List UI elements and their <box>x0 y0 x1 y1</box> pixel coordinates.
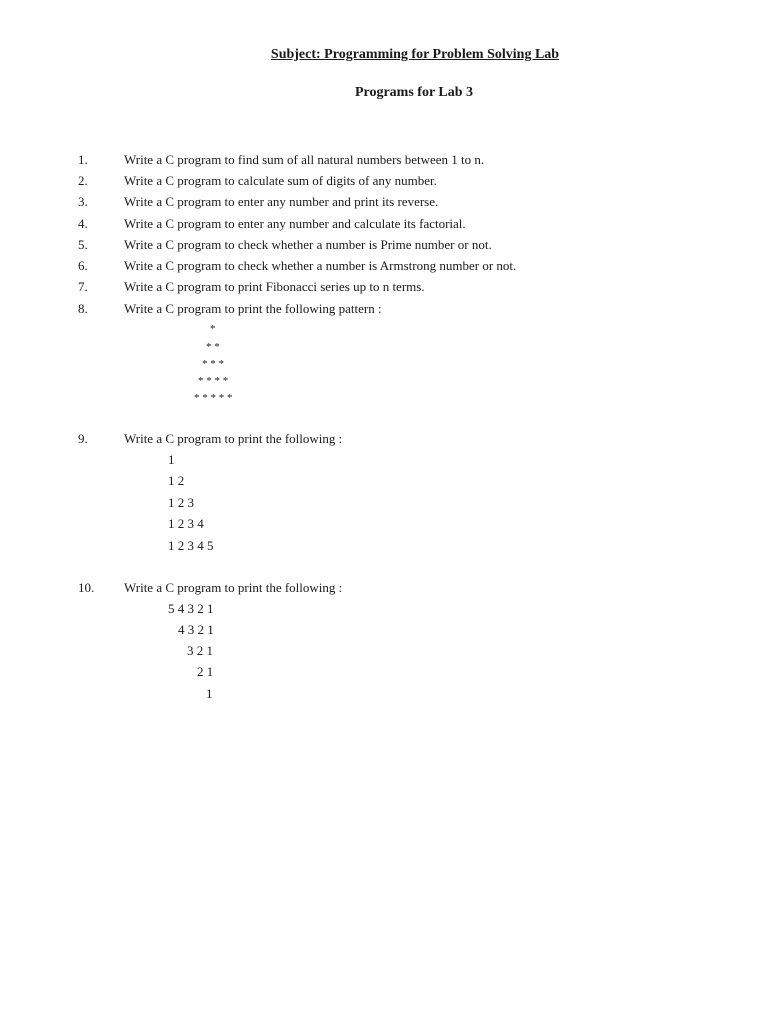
descending-pattern-line: 4 3 2 1 <box>178 622 214 637</box>
question-3-text: Write a C program to enter any number and print its reverse. <box>124 194 439 209</box>
ascending-pattern-line: 1 <box>168 452 175 467</box>
document-subtitle: Programs for Lab 3 <box>354 85 474 100</box>
question-10-text: Write a C program to print the following : <box>124 580 343 595</box>
star-pattern-line: * * <box>206 341 220 353</box>
ascending-pattern-line: 1 2 <box>168 473 185 488</box>
star-pattern-line: * * * * * <box>194 392 233 404</box>
question-4-text: Write a C program to enter any number and calculate its factorial. <box>124 216 466 231</box>
question-3-number: 3. <box>78 194 88 209</box>
question-2-text: Write a C program to calculate sum of digits of any number. <box>124 173 437 188</box>
descending-pattern-line: 5 4 3 2 1 <box>168 601 214 616</box>
question-1-number: 1. <box>78 152 88 167</box>
star-pattern-line: * <box>210 323 216 335</box>
ascending-pattern-line: 1 2 3 4 5 <box>168 538 214 553</box>
question-1-text: Write a C program to find sum of all natural numbers between 1 to n. <box>124 152 485 167</box>
question-2-number: 2. <box>78 173 88 188</box>
question-5-text: Write a C program to check whether a number is Prime number or not. <box>124 237 492 252</box>
star-pattern-line: * * * * <box>198 375 229 387</box>
question-7-text: Write a C program to print Fibonacci series up to n terms. <box>124 279 425 294</box>
document-title: Subject: Programming for Problem Solving Lab <box>270 47 560 62</box>
descending-pattern-line: 2 1 <box>197 664 214 679</box>
question-10-number: 10. <box>78 580 95 595</box>
question-8-number: 8. <box>78 301 88 316</box>
ascending-pattern-line: 1 2 3 4 <box>168 516 204 531</box>
star-pattern-line: * * * <box>202 358 224 370</box>
question-7-number: 7. <box>78 279 88 294</box>
question-4-number: 4. <box>78 216 88 231</box>
question-6-number: 6. <box>78 258 88 273</box>
descending-pattern-line: 1 <box>206 686 213 701</box>
question-9-number: 9. <box>78 431 88 446</box>
ascending-pattern-line: 1 2 3 <box>168 495 194 510</box>
question-8-text: Write a C program to print the following pattern : <box>124 301 382 316</box>
question-6-text: Write a C program to check whether a number is Armstrong number or not. <box>124 258 517 273</box>
question-9-text: Write a C program to print the following : <box>124 431 343 446</box>
question-5-number: 5. <box>78 237 88 252</box>
descending-pattern-line: 3 2 1 <box>187 643 213 658</box>
